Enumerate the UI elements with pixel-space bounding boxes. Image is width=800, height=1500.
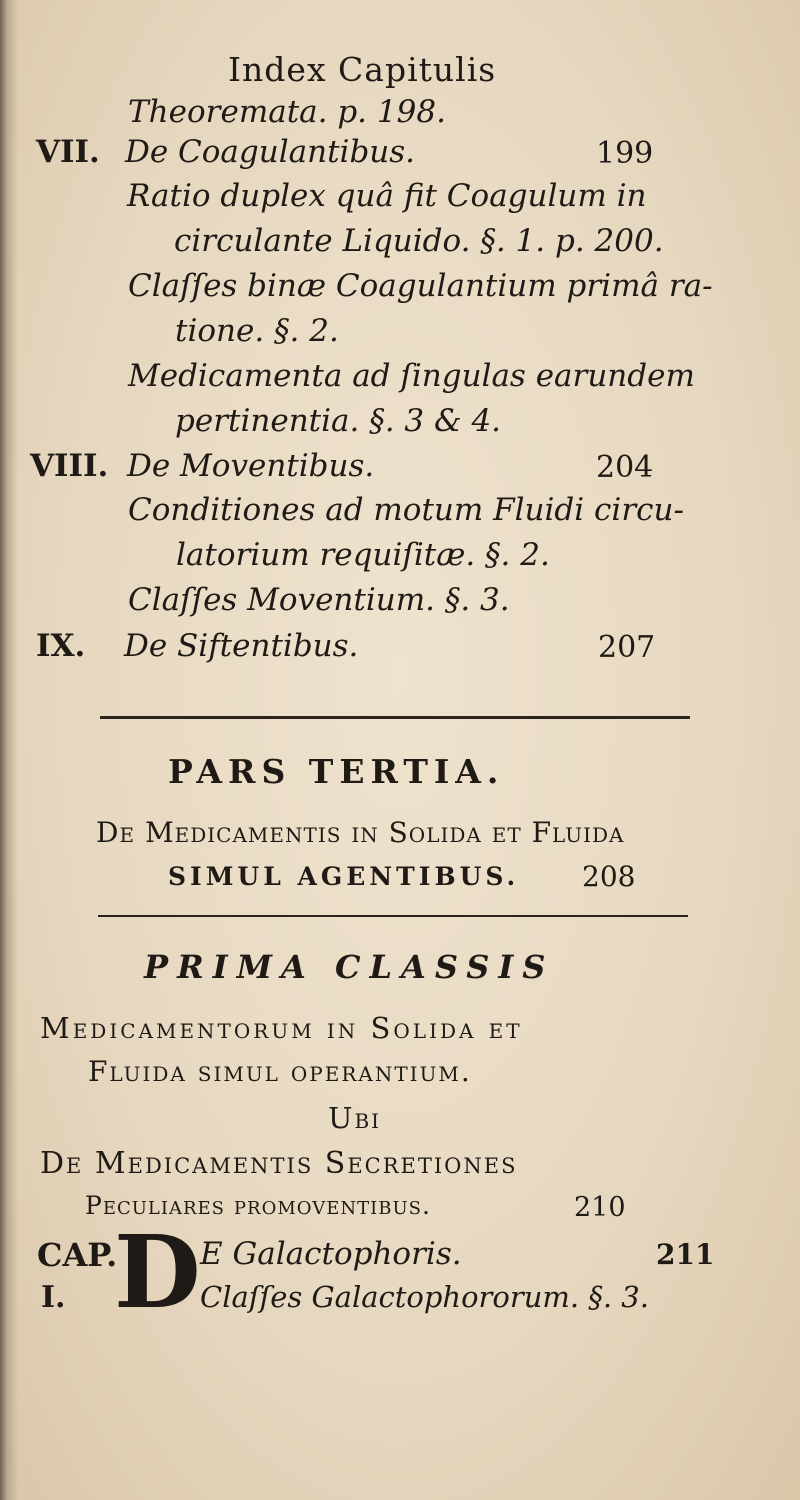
- viii-sub-2: latorium requiſitæ. §. 2.: [176, 537, 550, 573]
- vii-sub-6: pertinentia. §. 3 & 4.: [175, 403, 502, 439]
- vii-sub-3: Claſſes binæ Coagulantium primâ ra-: [128, 268, 713, 304]
- chapter-ix-numeral: IX.: [36, 628, 86, 664]
- classis-title: PRIMA CLASSIS: [144, 948, 555, 986]
- chapter-page: 211: [656, 1238, 715, 1271]
- chapter-vii-title: De Coagulantibus.: [125, 134, 416, 170]
- chapter-title-rest: E Galactophoris.: [200, 1236, 462, 1272]
- classis-line-1: Medicamentorum in Solida et: [40, 1011, 523, 1045]
- pars-title: PARS TERTIA.: [168, 752, 505, 791]
- chapter-viii-title: De Moventibus.: [127, 448, 375, 484]
- divider-rule: [100, 716, 690, 719]
- pars-subtitle-line2: SIMUL AGENTIBUS.: [168, 862, 520, 891]
- page-gutter-shadow: [0, 0, 18, 1500]
- pars-page: 208: [582, 860, 636, 893]
- vii-sub-4: tione. §. 2.: [175, 313, 339, 349]
- chapter-viii-numeral: VIII.: [30, 448, 109, 484]
- chapter-vii-page: 199: [596, 136, 654, 171]
- drop-cap-initial: D: [114, 1213, 201, 1331]
- chapter-viii-page: 204: [596, 450, 654, 485]
- vii-sub-1: Ratio duplex quâ fit Coagulum in: [127, 178, 647, 214]
- classis-line-5: Peculiares promoventibus.: [85, 1191, 431, 1220]
- vii-sub-2: circulante Liquido. §. 1. p. 200.: [174, 223, 664, 259]
- viii-sub-1: Conditiones ad motum Fluidi circu-: [128, 492, 684, 528]
- classis-page: 210: [574, 1192, 626, 1223]
- chapter-ix-title: De Siftentibus.: [124, 628, 359, 664]
- cap-label: CAP.: [37, 1236, 118, 1274]
- vii-sub-5: Medicamenta ad ſingulas earundem: [128, 358, 695, 394]
- chapter-sub: Claſſes Galactophororum. §. 3.: [200, 1280, 649, 1314]
- divider-rule: [98, 915, 688, 917]
- classis-line-2: Fluida simul operantium.: [88, 1055, 472, 1088]
- viii-sub-3: Claſſes Moventium. §. 3.: [128, 582, 510, 618]
- classis-line-3: Ubi: [328, 1101, 382, 1135]
- chapter-ix-page: 207: [598, 630, 656, 665]
- pars-subtitle-line1: De Medicamentis in Solida et Fluida: [96, 816, 625, 849]
- cap-number: I.: [41, 1280, 66, 1315]
- classis-line-4: De Medicamentis Secretiones: [40, 1146, 518, 1181]
- theoremata-line: Theoremata. p. 198.: [128, 94, 446, 130]
- running-header: Index Capitulis: [228, 50, 497, 89]
- chapter-vii-numeral: VII.: [36, 134, 100, 170]
